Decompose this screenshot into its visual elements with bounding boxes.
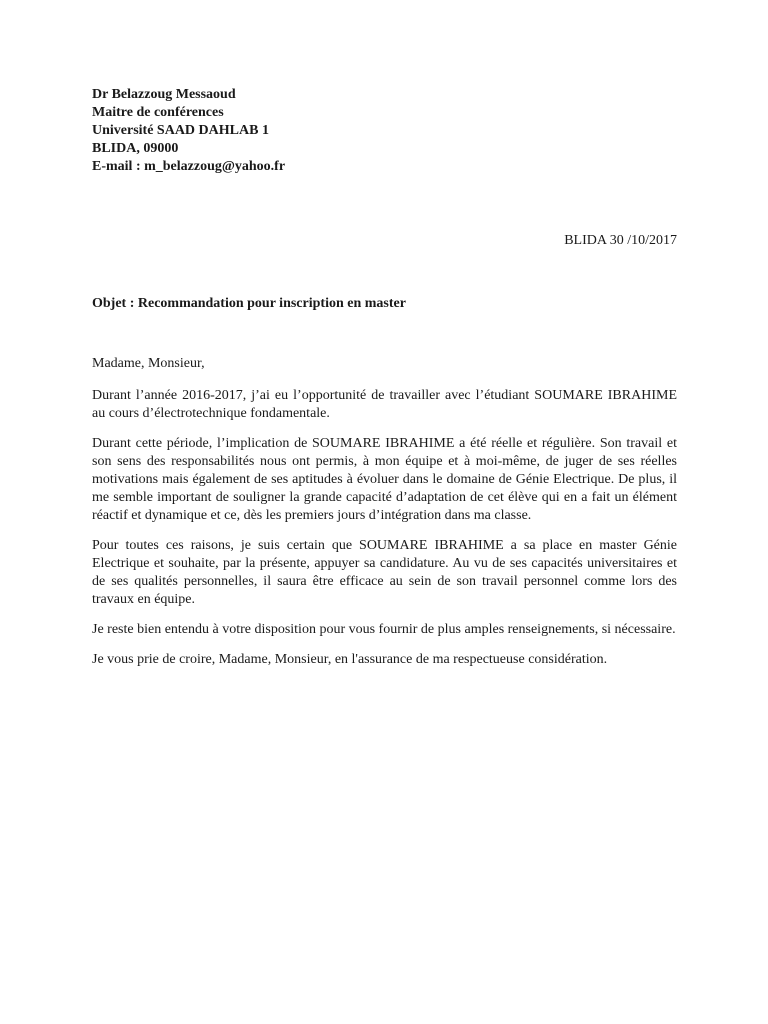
letter-date: BLIDA 30 /10/2017 (564, 233, 677, 248)
sender-institution: Université SAAD DAHLAB 1 (92, 123, 269, 138)
letter-body (92, 387, 677, 681)
body-paragraph: Pour toutes ces raisons, je suis certain que SOUMARE IBRAHIME a sa place en master Génie Electrique et souhaite, par la présente, appuyer sa candidature. Au vu de ses capacités universitaires et de ses qualités personnelles, il saura être efficace au sein de son travail personnel comme lors des travaux en équipe. (92, 538, 677, 607)
sender-title: Maitre de conférences (92, 105, 224, 120)
body-paragraph: Durant l’année 2016-2017, j’ai eu l’opportunité de travailler avec l’étudiant SOUMARE IBRAHIME au cours d’électrotechnique fondamentale. (92, 388, 677, 421)
sender-city: BLIDA, 09000 (92, 141, 179, 156)
sender-email: E-mail : m_belazzoug@yahoo.fr (92, 159, 286, 174)
body-paragraph: Durant cette période, l’implication de SOUMARE IBRAHIME a été réelle et régulière. Son travail et son sens des responsabilités nous ont permis, à mon équipe et à moi-même, de juger de ses réelles motivations mais également de ses aptitudes à évoluer dans le domaine de Génie Electrique. De plus, il me semble important de souligner la grande capacité d’adaptation de cet élève qui en a fait un élément réactif et dynamique et ce, dès les premiers jours d’intégration dans ma classe. (92, 436, 677, 523)
closing-paragraph: Je vous prie de croire, Madame, Monsieur, en l'assurance de ma respectueuse considération. (92, 652, 608, 667)
body-paragraph: Je reste bien entendu à votre disposition pour vous fournir de plus amples renseignements, si nécessaire. (92, 622, 676, 637)
sender-block (92, 86, 492, 176)
letter-salutation: Madame, Monsieur, (92, 356, 205, 371)
sender-name: Dr Belazzoug Messaoud (92, 87, 236, 102)
letter-subject: Objet : Recommandation pour inscription en master (92, 296, 406, 311)
